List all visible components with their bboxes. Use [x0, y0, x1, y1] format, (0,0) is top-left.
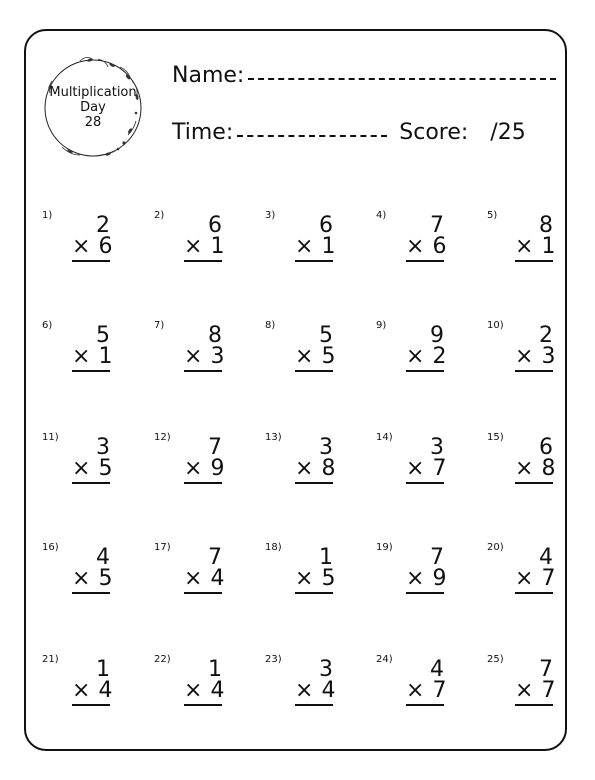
multiplier-row [72, 456, 113, 484]
multiply-sign: × [406, 344, 425, 369]
multiplier-row [295, 566, 336, 594]
problem-number: 3) [265, 210, 276, 221]
problem-item [265, 542, 336, 612]
problem-item [42, 654, 113, 724]
multiplier: 1 [98, 344, 113, 369]
multiplicand: 3 [96, 435, 110, 460]
problem-item [487, 432, 556, 502]
problem-number: 4) [376, 210, 387, 221]
multiply-sign: × [295, 678, 314, 703]
multiplicand: 7 [539, 657, 553, 682]
multiply-sign: × [72, 566, 91, 591]
multiplicand: 1 [208, 657, 222, 682]
problem-number: 23) [265, 654, 282, 665]
problem-number: 19) [376, 542, 393, 553]
problem-item [376, 432, 447, 502]
problem-item [265, 320, 336, 390]
multiplier: 7 [541, 566, 556, 591]
multiplier: 5 [321, 344, 336, 369]
multiply-sign: × [515, 456, 534, 481]
multiplier: 4 [321, 678, 336, 703]
problem-number: 21) [42, 654, 59, 665]
problem-item [265, 654, 336, 724]
problem-item [154, 320, 225, 390]
multiplier: 6 [432, 234, 447, 259]
multiply-sign: × [295, 234, 314, 259]
multiplicand: 1 [96, 657, 110, 682]
multiplier-row [515, 344, 556, 372]
time-row [172, 119, 526, 147]
multiplicand: 6 [208, 213, 222, 238]
multiplier: 4 [210, 566, 225, 591]
multiplier-row [72, 344, 113, 372]
multiplier: 1 [321, 234, 336, 259]
day-badge [40, 55, 146, 161]
multiplicand: 2 [96, 213, 110, 238]
multiplier: 4 [98, 678, 113, 703]
multiplier-row [515, 456, 556, 484]
problem-number: 22) [154, 654, 171, 665]
problem-item [265, 432, 336, 502]
multiplier-row [406, 344, 447, 372]
multiply-sign: × [72, 456, 91, 481]
multiplier-row [515, 234, 556, 262]
problem-number: 17) [154, 542, 171, 553]
multiplicand: 6 [539, 435, 553, 460]
multiply-sign: × [72, 344, 91, 369]
problem-number: 25) [487, 654, 504, 665]
multiply-sign: × [515, 566, 534, 591]
problem-item [42, 432, 113, 502]
multiplier-row [406, 566, 447, 594]
multiplier-row [184, 566, 225, 594]
score-label: Score: [399, 120, 469, 145]
multiplier: 5 [98, 456, 113, 481]
problem-item [487, 320, 556, 390]
badge-day-number: 28 [84, 115, 102, 130]
problem-item [376, 542, 447, 612]
problem-item [376, 654, 447, 724]
multiplicand: 4 [96, 545, 110, 570]
multiply-sign: × [184, 678, 203, 703]
multiplier: 8 [541, 456, 556, 481]
multiplier-row [295, 456, 336, 484]
multiplier-row [72, 566, 113, 594]
problem-number: 8) [265, 320, 276, 331]
multiply-sign: × [406, 678, 425, 703]
multiply-sign: × [515, 344, 534, 369]
multiplicand: 8 [208, 323, 222, 348]
multiplicand: 7 [430, 213, 444, 238]
multiplier-row [184, 234, 225, 262]
multiplicand: 7 [430, 545, 444, 570]
problem-item [487, 542, 556, 612]
problem-number: 13) [265, 432, 282, 443]
problem-number: 20) [487, 542, 504, 553]
problem-item [42, 542, 113, 612]
multiplicand: 7 [208, 545, 222, 570]
multiplier-row [184, 344, 225, 372]
problem-item [154, 432, 225, 502]
multiplicand: 5 [319, 323, 333, 348]
problem-number: 7) [154, 320, 165, 331]
multiply-sign: × [295, 566, 314, 591]
multiply-sign: × [184, 234, 203, 259]
name-label: Name: [172, 63, 245, 88]
multiply-sign: × [184, 344, 203, 369]
multiply-sign: × [406, 566, 425, 591]
problem-number: 15) [487, 432, 504, 443]
multiplier: 7 [432, 678, 447, 703]
multiplicand: 4 [430, 657, 444, 682]
multiplicand: 9 [430, 323, 444, 348]
multiplier-row [406, 234, 447, 262]
problem-item [42, 320, 113, 390]
multiply-sign: × [72, 678, 91, 703]
problem-item [376, 320, 447, 390]
time-label: Time: [172, 120, 234, 145]
multiplicand: 5 [96, 323, 110, 348]
multiplier-row [72, 234, 113, 262]
problem-item [154, 210, 225, 280]
problem-number: 2) [154, 210, 165, 221]
problem-number: 18) [265, 542, 282, 553]
multiply-sign: × [184, 456, 203, 481]
multiplicand: 3 [430, 435, 444, 460]
multiply-sign: × [295, 344, 314, 369]
multiplier-row [295, 678, 336, 706]
multiply-sign: × [72, 234, 91, 259]
problem-number: 16) [42, 542, 59, 553]
score-total: /25 [490, 120, 526, 145]
multiplicand: 1 [319, 545, 333, 570]
problem-number: 5) [487, 210, 498, 221]
problem-item [154, 542, 225, 612]
multiplicand: 4 [539, 545, 553, 570]
multiplier: 1 [541, 234, 556, 259]
multiplier: 9 [210, 456, 225, 481]
multiplier-row [184, 678, 225, 706]
multiply-sign: × [515, 234, 534, 259]
multiplier: 3 [210, 344, 225, 369]
multiplicand: 3 [319, 657, 333, 682]
problem-item [487, 654, 556, 724]
badge-day-label: Day [80, 100, 106, 115]
problem-item [42, 210, 113, 280]
problem-number: 6) [42, 320, 53, 331]
multiply-sign: × [184, 566, 203, 591]
multiply-sign: × [515, 678, 534, 703]
problem-number: 14) [376, 432, 393, 443]
multiplicand: 8 [539, 213, 553, 238]
multiplier: 7 [432, 456, 447, 481]
multiplier-row [184, 456, 225, 484]
problem-number: 9) [376, 320, 387, 331]
time-field[interactable] [237, 135, 387, 137]
problem-item [265, 210, 336, 280]
problem-item [154, 654, 225, 724]
multiplier: 7 [541, 678, 556, 703]
multiply-sign: × [295, 456, 314, 481]
multiply-sign: × [406, 456, 425, 481]
multiplier: 6 [98, 234, 113, 259]
multiplier-row [72, 678, 113, 706]
name-field[interactable] [248, 78, 556, 80]
multiplier: 5 [98, 566, 113, 591]
multiplier: 5 [321, 566, 336, 591]
multiplier-row [295, 234, 336, 262]
problem-number: 1) [42, 210, 53, 221]
problem-item [376, 210, 447, 280]
multiplier: 9 [432, 566, 447, 591]
problem-number: 24) [376, 654, 393, 665]
problem-number: 10) [487, 320, 504, 331]
multiplicand: 7 [208, 435, 222, 460]
problem-number: 11) [42, 432, 59, 443]
multiplier-row [515, 566, 556, 594]
multiplier: 4 [210, 678, 225, 703]
multiplier-row [295, 344, 336, 372]
multiplier: 1 [210, 234, 225, 259]
multiplicand: 2 [539, 323, 553, 348]
multiplier: 2 [432, 344, 447, 369]
multiplier-row [515, 678, 556, 706]
multiplier: 8 [321, 456, 336, 481]
multiplier-row [406, 456, 447, 484]
name-row [172, 62, 556, 90]
problem-item [487, 210, 556, 280]
multiplicand: 3 [319, 435, 333, 460]
badge-title: Multiplication [49, 85, 137, 100]
multiplicand: 6 [319, 213, 333, 238]
problem-number: 12) [154, 432, 171, 443]
multiply-sign: × [406, 234, 425, 259]
multiplier-row [406, 678, 447, 706]
multiplier: 3 [541, 344, 556, 369]
